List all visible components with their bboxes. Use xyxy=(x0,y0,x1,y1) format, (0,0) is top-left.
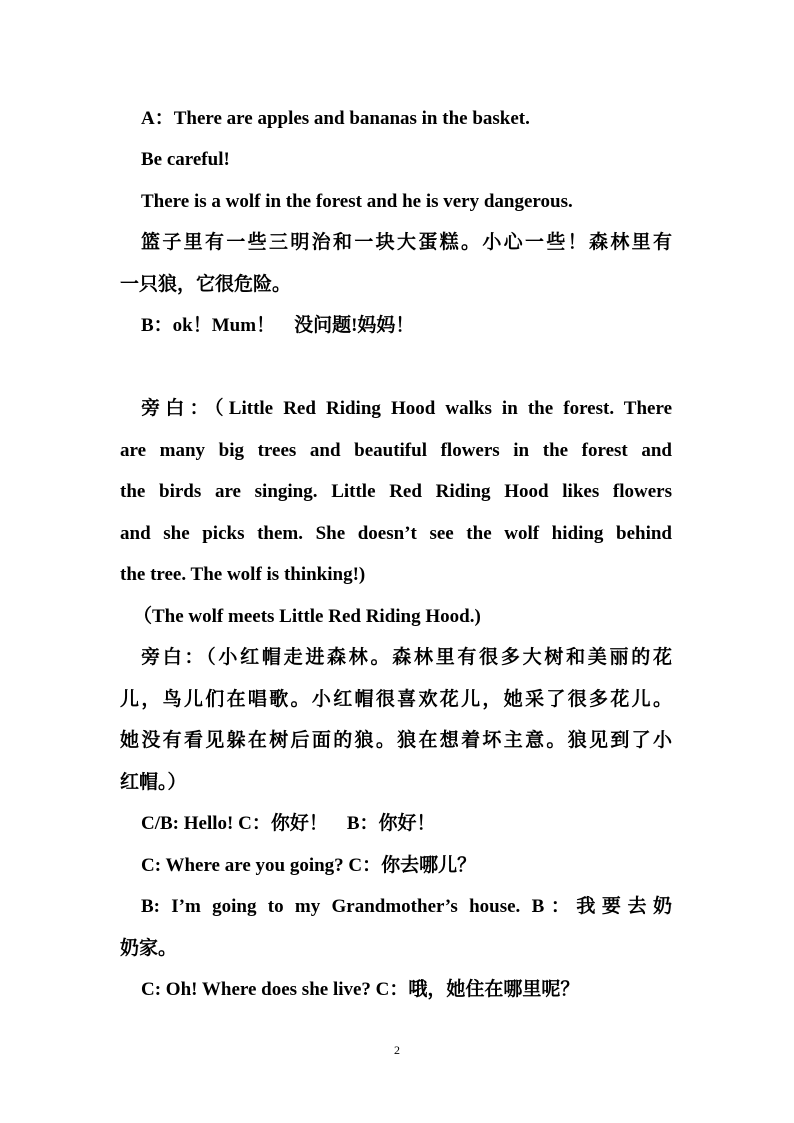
text-line: 一只狼，它很危险。 xyxy=(120,274,292,295)
text-line: 红帽。） xyxy=(120,772,187,793)
text-line: 她没有看见躲在树后面的狼。狼在想着坏主意。狼见到了小 xyxy=(120,730,672,751)
text-line: C: Where are you going? C：你去哪儿？ xyxy=(141,855,477,876)
text-line: 儿，鸟儿们在唱歌。小红帽很喜欢花儿，她采了很多花儿。 xyxy=(120,689,672,710)
text-line: B：ok！Mum！ 没问题!妈妈！ xyxy=(141,315,415,336)
text-line: are many big trees and beautiful flowers in the forest and xyxy=(120,440,672,461)
text-line: C/B: Hello! C：你好！ B：你好！ xyxy=(141,813,436,834)
text-line: 旁白：（小红帽走进森林。森林里有很多大树和美丽的花 xyxy=(141,647,672,668)
text-line: （The wolf meets Little Red Riding Hood.) xyxy=(133,606,481,627)
text-line: 篮子里有一些三明治和一块大蛋糕。小心一些！森林里有 xyxy=(141,232,672,253)
text-line: A：There are apples and bananas in the basket. xyxy=(141,108,530,129)
text-line: the birds are singing. Little Red Riding Hood likes flowers xyxy=(120,481,672,502)
text-line: and she picks them. She doesn’t see the wolf hiding behind xyxy=(120,523,672,544)
page-number: 2 xyxy=(394,1043,400,1057)
text-line: 奶家。 xyxy=(120,938,178,959)
text-line: Be careful! xyxy=(141,149,230,170)
text-line: 旁白：（Little Red Riding Hood walks in the forest. There xyxy=(141,398,672,419)
text-line: the tree. The wolf is thinking!) xyxy=(120,564,366,585)
text-line: B: I’m going to my Grandmother’s house. B：我要去奶 xyxy=(141,896,672,917)
text-line: C: Oh! Where does she live? C：哦，她住在哪里呢？ xyxy=(141,979,580,1000)
text-line: There is a wolf in the forest and he is very dangerous. xyxy=(141,191,573,212)
